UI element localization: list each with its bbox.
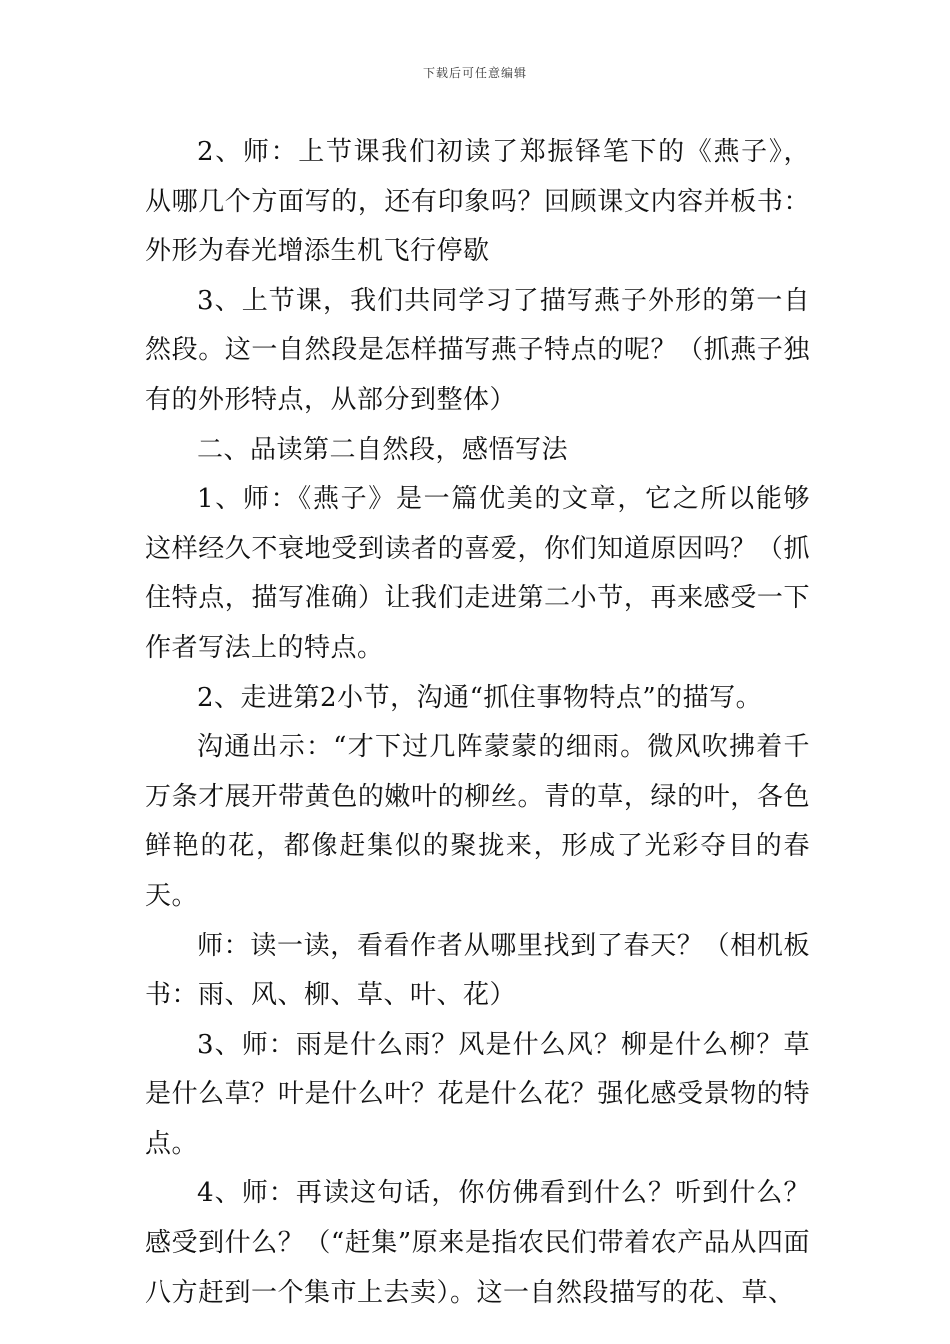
section-heading-second-paragraph: 二、品读第二自然段，感悟写法: [197, 434, 569, 465]
paragraph-find-spring: 师：读一读，看看作者从哪里找到了春天？（相机板书：雨、风、柳、草、叶、花）: [145, 930, 810, 1011]
paragraph-reread-sentence: 4、师：再读这句话，你仿佛看到什么？听到什么？感受到什么？（“赶集”原来是指农民们带着农产品从四面八方赶到一个集市上去卖）。这一自然段描写的花、草、: [145, 1178, 810, 1308]
document-body: [145, 128, 810, 1318]
paragraph-review-question: 2、师：上节课我们初读了郑振铎笔下的《燕子》，从哪几个方面写的，还有印象吗？回顾课文内容并板书：外形为春光增添生机飞行停歇: [145, 137, 810, 267]
paragraph-enter-section-two: 2、走进第2小节，沟通“抓住事物特点”的描写。: [197, 682, 763, 713]
paragraph-teacher-intro: 1、师：《燕子》是一篇优美的文章，它之所以能够这样经久不衰地受到读者的喜爱，你们知道原因吗？（抓住特点，描写准确）让我们走进第二小节，再来感受一下作者写法上的特点。: [145, 484, 810, 663]
paragraph-quoted-text: 沟通出示：“才下过几阵蒙蒙的细雨。微风吹拂着千万条才展开带黄色的嫩叶的柳丝。青的草，绿的叶，各色鲜艳的花，都像赶集似的聚拢来，形成了光彩夺目的春天。: [145, 732, 810, 911]
page-header-note: 下载后可任意编辑: [422, 66, 527, 80]
paragraph-first-section-recap: 3、上节课，我们共同学习了描写燕子外形的第一自然段。这一自然段是怎样描写燕子特点的呢？（抓燕子独有的外形特点，从部分到整体）: [145, 285, 810, 415]
paragraph-feature-questions: 3、师：雨是什么雨？风是什么风？柳是什么柳？草是什么草？叶是什么叶？花是什么花？强化感受景物的特点。: [145, 1029, 810, 1159]
